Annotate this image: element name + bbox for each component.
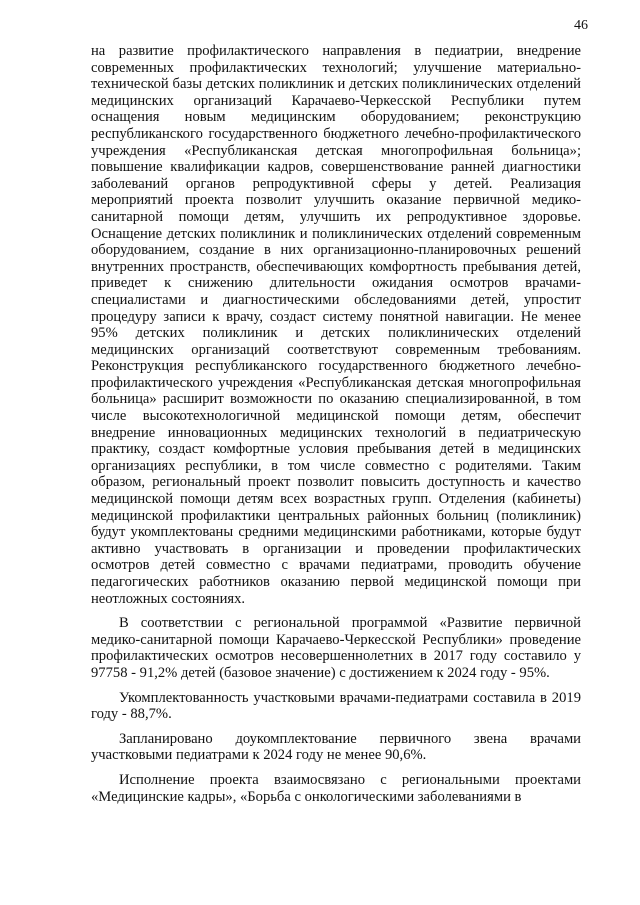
paragraph: Запланировано доукомплектование первичного звена врачами участковыми педиатрами к 2024 году не менее 90,6%. [91,730,581,764]
paragraph: В соответствии с региональной программой «Развитие первичной медико-санитарной помощи Карачаево-Черкесской Республики» проведение профилактических осмотров несовершеннолетних в 2017 году составило у 97758 - 91,2% детей (базовое значение) с достижением к 2024 году - 95%. [91,615,581,681]
paragraph: Укомплектованность участковыми врачами-педиатрами составила в 2019 году - 88,7%. [91,689,581,723]
document-body [91,43,581,813]
page-number: 46 [574,18,588,33]
paragraph: Исполнение проекта взаимосвязано с региональными проектами «Медицинские кадры», «Борьба с онкологическими заболеваниями в [91,771,581,805]
paragraph: на развитие профилактического направления в педиатрии, внедрение современных профилактических технологий; улучшение материально-технической базы детских поликлиник и детских поликлинических отделений медицинских организаций Карачаево-Черкесской Республики путем оснащения новым медицинским оборудованием; реконструкцию республиканского государственного бюджетного лечебно-профилактического учреждения «Республиканская детская многопрофильная больница»; повышение квалификации кадров, совершенствование ранней диагностики заболеваний органов репродуктивной сферы у детей. Реализация мероприятий проекта позволит улучшить оказание первичной медико-санитарной помощи детям, улучшить их репродуктивное здоровье. Оснащение детских поликлиник и поликлинических отделений современным оборудованием, создание в них организационно-планировочных решений внутренних пространств, обеспечивающих комфортность пребывания детей, приведет к снижению длительности ожидания осмотров врачами-специалистами и диагностическими обследованиями детей, упростит процедуру записи к врачу, создаст систему понятной навигации. Не менее 95% детских поликлиник и детских поликлинических отделений медицинских организаций соответствуют современным требованиям. Реконструкция республиканского государственного бюджетного лечебно-профилактического учреждения «Республиканская детская многопрофильная больница» расширит возможности по оказанию специализированной, в том числе высокотехнологичной медицинской помощи детям, обеспечит внедрение инновационных медицинских технологий в педиатрическую практику, создаст комфортные условия пребывания детей в медицинских организациях республики, в том числе совместно с родителями. Таким образом, региональный проект позволит повысить доступность и качество медицинской помощи детям всех возрастных групп. Отделения (кабинеты) медицинской профилактики центральных районных больниц (поликлиник) будут укомплектованы средними медицинскими работниками, которые будут активно участвовать в организации и проведении профилактических осмотров детей совместно с врачами педиатрами, проводить обучение педагогических работников оказанию первой медицинской помощи при неотложных состояниях. [91,43,581,607]
